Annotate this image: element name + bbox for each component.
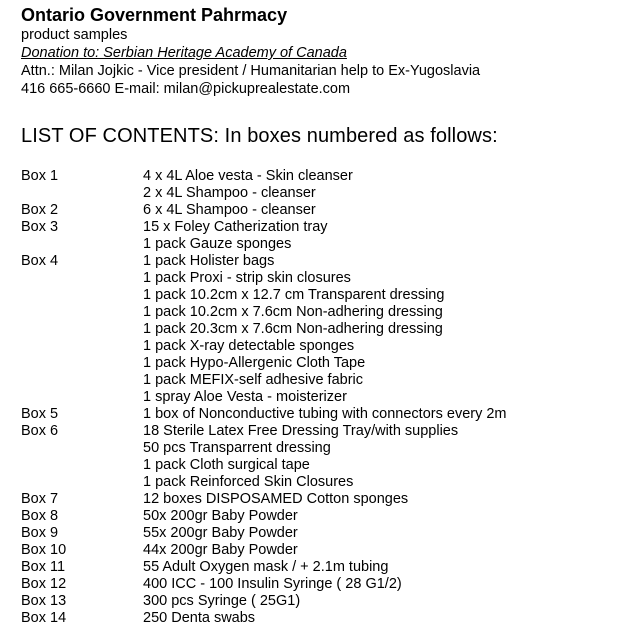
item-description: 1 pack 20.3cm x 7.6cm Non-adhering dressing bbox=[143, 321, 443, 337]
document-subtitle: product samples bbox=[21, 27, 128, 43]
contents-row bbox=[21, 372, 636, 389]
item-description: 1 pack 10.2cm x 7.6cm Non-adhering dressing bbox=[143, 304, 443, 320]
box-number: Box 2 bbox=[21, 202, 59, 218]
item-description: 1 pack Gauze sponges bbox=[143, 236, 292, 252]
attention-line: Attn.: Milan Jojkic - Vice president / Humanitarian help to Ex-Yugoslavia bbox=[21, 63, 481, 79]
item-description: 55x 200gr Baby Powder bbox=[143, 525, 298, 541]
item-description: 1 box of Nonconductive tubing with connectors every 2m bbox=[143, 406, 507, 422]
item-description: 1 pack Reinforced Skin Closures bbox=[143, 474, 354, 490]
contents-row bbox=[21, 389, 636, 406]
box-number: Box 13 bbox=[21, 593, 67, 609]
contents-row bbox=[21, 474, 636, 491]
item-description: 12 boxes DISPOSAMED Cotton sponges bbox=[143, 491, 409, 507]
item-description: 1 pack 10.2cm x 12.7 cm Transparent dressing bbox=[143, 287, 445, 303]
contents-row bbox=[21, 542, 636, 559]
box-number: Box 5 bbox=[21, 406, 59, 422]
donation-recipient: Donation to: Serbian Heritage Academy of Canada bbox=[21, 45, 347, 61]
item-description: 250 Denta swabs bbox=[143, 610, 256, 626]
contents-row bbox=[21, 304, 636, 321]
item-description: 1 spray Aloe Vesta - moisterizer bbox=[143, 389, 347, 405]
contents-row bbox=[21, 270, 636, 287]
contents-row bbox=[21, 287, 636, 304]
item-description: 1 pack Hypo-Allergenic Cloth Tape bbox=[143, 355, 366, 371]
contents-row bbox=[21, 355, 636, 372]
contents-list bbox=[21, 168, 636, 627]
box-number: Box 6 bbox=[21, 423, 59, 439]
item-description: 6 x 4L Shampoo - cleanser bbox=[143, 202, 316, 218]
contents-row bbox=[21, 457, 636, 474]
contents-row bbox=[21, 236, 636, 253]
contents-row bbox=[21, 406, 636, 423]
contents-row bbox=[21, 576, 636, 593]
contents-row bbox=[21, 219, 636, 236]
item-description: 50x 200gr Baby Powder bbox=[143, 508, 298, 524]
contents-row bbox=[21, 168, 636, 185]
contact-line: 416 665-6660 E-mail: milan@pickuprealestate.com bbox=[21, 81, 351, 97]
item-description: 55 Adult Oxygen mask / + 2.1m tubing bbox=[143, 559, 389, 575]
contents-row bbox=[21, 559, 636, 576]
item-description: 15 x Foley Catherization tray bbox=[143, 219, 328, 235]
contents-row bbox=[21, 321, 636, 338]
contents-row bbox=[21, 593, 636, 610]
item-description: 44x 200gr Baby Powder bbox=[143, 542, 298, 558]
box-number: Box 12 bbox=[21, 576, 67, 592]
contents-row bbox=[21, 253, 636, 270]
item-description: 4 x 4L Aloe vesta - Skin cleanser bbox=[143, 168, 353, 184]
document-title: Ontario Government Pahrmacy bbox=[21, 5, 288, 25]
box-number: Box 7 bbox=[21, 491, 59, 507]
contents-row bbox=[21, 202, 636, 219]
box-number: Box 14 bbox=[21, 610, 67, 626]
item-description: 1 pack Holister bags bbox=[143, 253, 275, 269]
item-description: 1 pack Cloth surgical tape bbox=[143, 457, 310, 473]
contents-heading: LIST OF CONTENTS: In boxes numbered as follows: bbox=[21, 125, 498, 147]
box-number: Box 9 bbox=[21, 525, 59, 541]
contents-row bbox=[21, 610, 636, 627]
box-number: Box 1 bbox=[21, 168, 59, 184]
contents-row bbox=[21, 508, 636, 525]
item-description: 18 Sterile Latex Free Dressing Tray/with supplies bbox=[143, 423, 459, 439]
box-number: Box 4 bbox=[21, 253, 59, 269]
contents-row bbox=[21, 525, 636, 542]
item-description: 400 ICC - 100 Insulin Syringe ( 28 G1/2) bbox=[143, 576, 402, 592]
letter-header bbox=[21, 4, 631, 98]
item-description: 1 pack X-ray detectable sponges bbox=[143, 338, 355, 354]
item-description: 50 pcs Transparrent dressing bbox=[143, 440, 331, 456]
item-description: 300 pcs Syringe ( 25G1) bbox=[143, 593, 301, 609]
item-description: 1 pack MEFIX-self adhesive fabric bbox=[143, 372, 364, 388]
box-number: Box 10 bbox=[21, 542, 67, 558]
item-description: 2 x 4L Shampoo - cleanser bbox=[143, 185, 316, 201]
box-number: Box 3 bbox=[21, 219, 59, 235]
contents-row bbox=[21, 440, 636, 457]
contents-row bbox=[21, 423, 636, 440]
contents-row bbox=[21, 185, 636, 202]
item-description: 1 pack Proxi - strip skin closures bbox=[143, 270, 351, 286]
contents-row bbox=[21, 338, 636, 355]
contents-row bbox=[21, 491, 636, 508]
box-number: Box 8 bbox=[21, 508, 59, 524]
box-number: Box 11 bbox=[21, 559, 66, 575]
